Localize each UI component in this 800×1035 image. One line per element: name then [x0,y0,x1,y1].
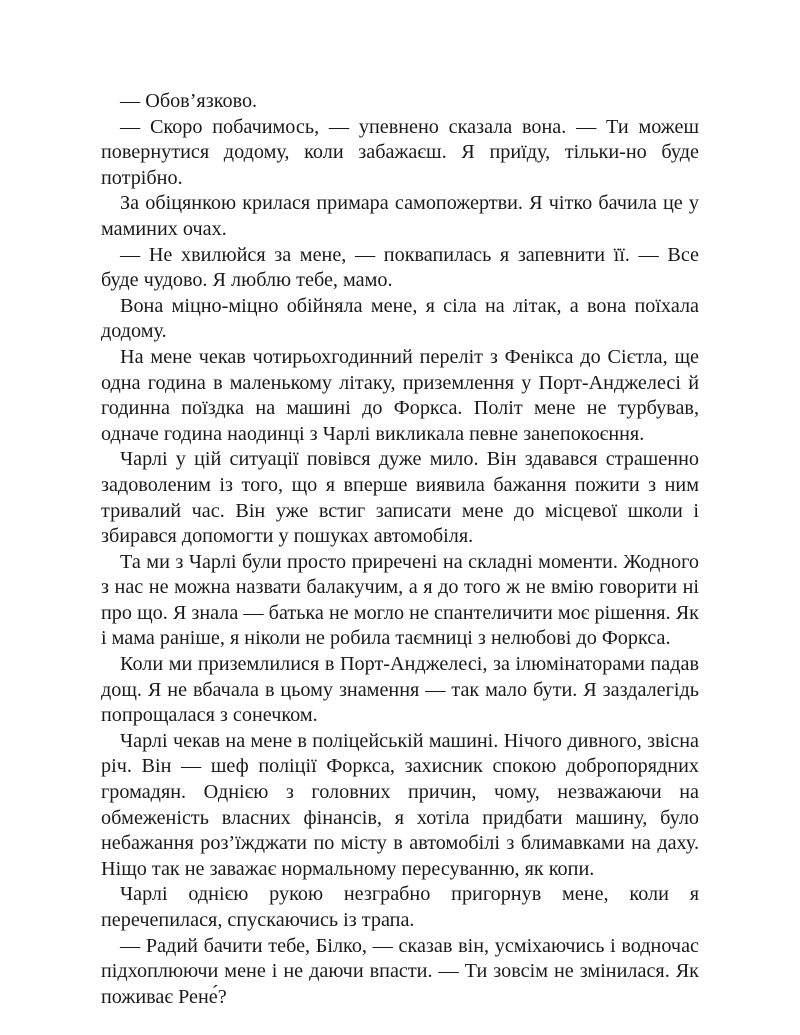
paragraph: Чарлі чекав на мене в поліцейській машині. Нічого дивного, звісна річ. Він — шеф поліції Форкса, захисник спокою добропорядних громадян. Однією з головних причин, чому, незважаючи на обмеженість власних фінансів, я хотіла придбати машину, було небажання роз’їжджати по місту в автомобілі з блимавками на даху. Ніщо так не заважає нормальному пересуванню, як копи. [101,729,699,880]
paragraph: Вона міцно-міцно обійняла мене, я сіла на літак, а вона поїхала додому. [101,294,699,343]
paragraph: — Обов’язково. [120,90,258,112]
paragraph: — Скоро побачимось, — упевнено сказала вона. — Ти можеш повернутися додому, коли забажаєш. Я приїду, тільки-но буде потрібно. [101,115,699,189]
paragraph: За обіцянкою крилася примара самопожертви. Я чітко бачила це у маминих очах. [101,192,699,240]
paragraph: На мене чекав чотирьохгодинний переліт з Фенікса до Сієтла, ще одна година в маленькому літаку, приземлення у Порт-Анджелесі й годинна поїздка на машині до Форкса. Політ мене не турбував, одначе година наодинці з Чарлі викликала певне занепокоєння. [101,345,699,445]
paragraph: Та ми з Чарлі були просто приречені на складні моменти. Жодного з нас не можна назвати балакучим, а я до того ж не вмію говорити ні про що. Я знала — батька не могло не спантеличити моє рішення. Як і мама раніше, я ніколи не робила таємниці з нелюбові до Форкса. [101,550,699,650]
paragraph: Чарлі у цій ситуації повівся дуже мило. Він здавався страшенно задоволеним із того, що я вперше виявила бажання пожити з ним тривалий час. Він уже встиг записати мене до місцевої школи і збирався допомогти у пошуках автомобіля. [101,448,699,548]
paragraph: Коли ми приземлилися в Порт-Анджелесі, за ілюмінаторами падав дощ. Я не вбачала в цьому знамення — так мало бути. Я заздалегідь попрощалася з сонечком. [101,653,699,727]
paragraph: — Радий бачити тебе, Білко, — сказав він, усміхаючись і водночас підхоплюючи мене і не даючи впасти. — Ти зовсім не змінилася. Як поживає Рене́? [101,934,699,1008]
paragraph: — Не хвилюйся за мене, — поквапилась я запевнити її. — Все буде чудово. Я люблю тебе, мамо. [101,243,699,292]
paragraph: Чарлі однією рукою незграбно пригорнув мене, коли я перечепилася, спускаючись із трапа. [101,883,699,931]
body-text [101,89,699,1010]
